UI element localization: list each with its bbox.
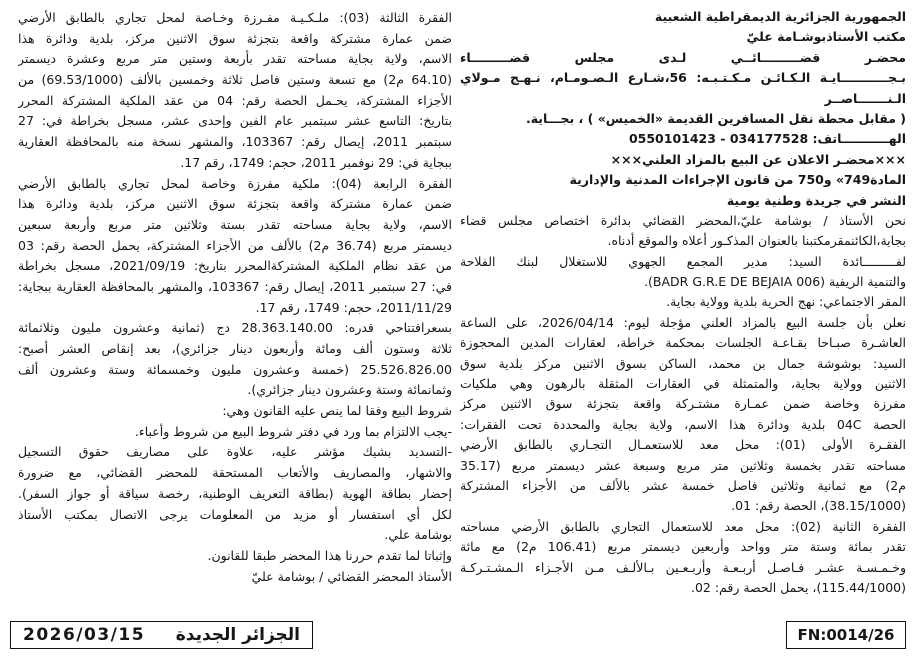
notice-line: الفقرة الثانية (02): محل معد للاستعمال التجاري بالطابق الأرضي مساحته — [460, 518, 906, 534]
notice-line: العاشـرة صبـاحا بقـاعـة الجلسات بمحكمة خراطة، لعقارات المدين المحجوزة — [460, 335, 906, 351]
signature-line: الأستاذ المحضر القضائي / بوشامة عليّ — [251, 568, 452, 584]
notice-line: (115.44/1000)، يحمل الحصة رقم: 02. — [690, 579, 906, 595]
notice-line: بتاريخ: التاسع عشر سبتمبر عام الفين وإحدى عشر، مسجل بخراطة في: 27 — [18, 113, 452, 129]
reference-number: FN:0014/26 — [797, 626, 895, 644]
notice-left-column — [18, 8, 452, 587]
notice-line: 25.526.826.00 (خمسة وعشرون مليون وخمسمائة وستة وعشرون ألف — [18, 361, 452, 377]
notice-line: ضمن عمارة مشتركة واقعة بتجزئة سوق الاثنين مركز، بلدية ودائرة هذا — [18, 30, 452, 46]
notice-line: لفـــــــــائدة السيد: مدير المجمع الجهوي للاستغلال لبنك الفلاحة — [460, 253, 906, 269]
notice-line: الاسم، ولاية بجاية مساحته تقدر بستة وثلاثين متر مربع وأربعة سبعين — [18, 216, 452, 232]
notice-line: -التسديد بشيك مؤشر عليه، علاوة على مصاريف حقوق التسجيل — [18, 444, 452, 460]
notice-line: الفقـرة الأولى (01): محل معد للاستعمـال التجـاري بالطابق الأرضي — [460, 437, 906, 453]
notice-line: الأجزاء المشتركة، يحـمل الحصة رقم: 04 من عقد الملكية المشتركة المحرر — [18, 92, 452, 108]
notice-line: ضمن عمارة مشتركة واقعة بتجزئة سوق الاثنين مركز، بلدية ودائرة هذا — [18, 196, 452, 212]
publication-date: 2026/03/15 — [23, 625, 146, 645]
office-address-line: بـجـــــــــــايـة الـكـائـن مـكـتـبـه: 56،شـارع الـصـومـام، نـهـج مـولاي — [460, 70, 906, 86]
notice-line: بجاية،الكائنمقرمكتبنا بالعنوان المذكـور أعلاه والموقع أدناه. — [607, 233, 906, 249]
notice-line: وإثباتا لما تقدم حررنا هذا المحضر طبقا للقانون. — [207, 547, 452, 563]
notice-line: إحضار بطاقة الهوية (بطاقة التعريف الوطنية، رخصة سياقة أو جواز السفر). — [18, 485, 452, 501]
notice-line: نعلن بأن جلسة البيع بالمزاد العلني مؤجلة ليوم: 2026/04/14، على الساعة — [460, 314, 906, 330]
notice-line: مساحته تقدر بخمسة وثلاثين متر مربع وسبعة عشر ديسمتر مربع (35.17 — [460, 457, 906, 473]
notice-line: الفقرة الرابعة (04): ملكية مفرزة وخاصة لمحل تجاري بالطابق الأرضي — [18, 175, 452, 191]
notice-line: والاشهار، والمصاريف والأتعاب المستحقة للمحضر القضائي، مع ضرورة — [18, 465, 452, 481]
notice-line: مفرزة وخاصة ضمن عمـارة مشتـركة واقعة بتجزئة سوق الاثنين مركز — [460, 396, 906, 412]
notice-line: سبتمبر 2011، إيصال رقم: 103367، والمشهر نسخة منه بالمحافظة العقارية — [18, 134, 452, 150]
notice-line: ثلاثة وستون ألف ومائة وأربعون دينار جزائري)، بعد إنقاص العشر أصبح: — [18, 341, 452, 356]
office-address-line: الـنـــــــاصــر — [824, 90, 906, 106]
notice-right-column — [460, 7, 906, 598]
notice-line: الاثنين وولاية بجاية، والمتمثلة في العقارات المثقلة بالرهون وهي ملكيات — [460, 376, 906, 392]
office-address-line: محضـر قضـــــــــائــي لـدى مجلس قضـــــــــاء — [460, 49, 906, 65]
newspaper-name: الجزائر الجديدة — [175, 625, 300, 645]
notice-line: لكل أي استفسار أو مزيد من المعلومات يرجى الاتصال بمكتب الأستاذ — [18, 506, 452, 522]
notice-line: -يجب الالتزام بما ورد في دفتر شروط البيع من شروط وأعباء. — [134, 423, 452, 439]
notice-line: في: 27 سبتمبر 2011، إيصال رقم: 103367، والمشهر بالمحافظة العقارية ببجاية: — [18, 278, 452, 294]
notice-line: المقر الاجتماعي: نهج الحرية بلدية وولاية بجاية. — [666, 294, 906, 310]
notice-line: شروط البيع وفقا لما ينص عليه القانون وهي: — [222, 403, 452, 419]
notice-line: الحصة 04C بلدية ودائرة هذا الاسم، ولاية بجاية والمحددة تحت الفقرات: — [460, 416, 906, 432]
notice-line: الفقرة الثالثة (03): ملـكـيـة مفـرزة وخـاصة لمحل تجاري بالطابق الأرضي — [18, 10, 452, 25]
legal-reference: المادة749» و750 من قانون الإجراءات المدنية والإدارية — [569, 172, 906, 188]
reference-number-box — [786, 621, 906, 649]
office-phone: الهـــــــــــاتف: 034177528 - 0550101423 — [628, 131, 906, 147]
notice-line: (64.10 م2) مع تسعة وستين فاصل ثلاثة وخمسين بالألف (69.53/1000) من — [18, 72, 452, 88]
notice-line: (38.15/1000)، الحصة رقم: 01. — [731, 498, 906, 514]
notice-line: وخـمـسـة عشـر فـاصـل أربـعـة وأربـعـين بـالألـف مـن الأجـزاء الـمشـتـركـة — [460, 559, 906, 575]
publication-note: النشر في جريدة وطنية يومية — [726, 192, 906, 208]
notice-line: ببجاية في: 29 نوفمبر 2011، حجم: 1749، رقم 17. — [180, 154, 452, 170]
notice-line: وثمانمائة وستة وعشرون دينار جزائري). — [247, 382, 452, 398]
notice-line: نحن الأستاذ / بوشامة عليّ،المحضر القضائي بدائرة اختصاص مجلس قضاء — [460, 212, 906, 228]
notice-line: والتنمية الريفية (006 BADR G.R.E DE BEJAIA). — [644, 274, 906, 290]
notice-title: ×××محضـر الاعلان عن البيع بالمزاد العلني××× — [610, 151, 906, 167]
notice-line: م2) مع ثمانية وثلاثين فاصل خمسة عشر بالألف من الأجزاء المشتركة — [460, 477, 906, 493]
notice-line: السيد: بوشوشة جمال بن محمد، الساكن بسوق الاثنين مركز بلدية سوق — [460, 355, 906, 371]
republic-heading: الجمهورية الجزائرية الديمقراطية الشعبية — [654, 9, 906, 24]
notice-line: بوشامة علي. — [384, 527, 452, 543]
office-name: مكتب الأستاذبوشـامة عليّ — [746, 29, 906, 45]
notice-line: 2011/11/29، حجم: 1749، رقم 17. — [255, 299, 452, 315]
notice-line: تقدر بمائة وستة متر وواحد وأربعين ديسمتر مربع (106.41 م2) مع مائة — [460, 539, 906, 555]
notice-line: الاسم، ولاية بجاية مساحته تقدر بأربعة وستين متر مربع وعشرة ديسمتر — [18, 51, 452, 67]
newspaper-date-box — [10, 621, 313, 649]
notice-line: ديسمتر مربع (36.74 م2) بالألف من الأجزاء المشتركة، يحمل الحصة رقم: 03 — [18, 237, 452, 253]
notice-line: من عقد نظام الملكية المشتركةالمحرر بتاريخ: 2021/09/19، مسجل بخراطة — [18, 258, 452, 274]
office-address-line: ( مقابل محطة نقل المسافرين القديمة «الخميس» ) ، بجـــاية. — [525, 110, 906, 126]
notice-line: بسعرافتتاحي قدره: 28.363.140.00 دج (ثمانية وعشرون مليون وثلاثمائة — [18, 320, 452, 336]
